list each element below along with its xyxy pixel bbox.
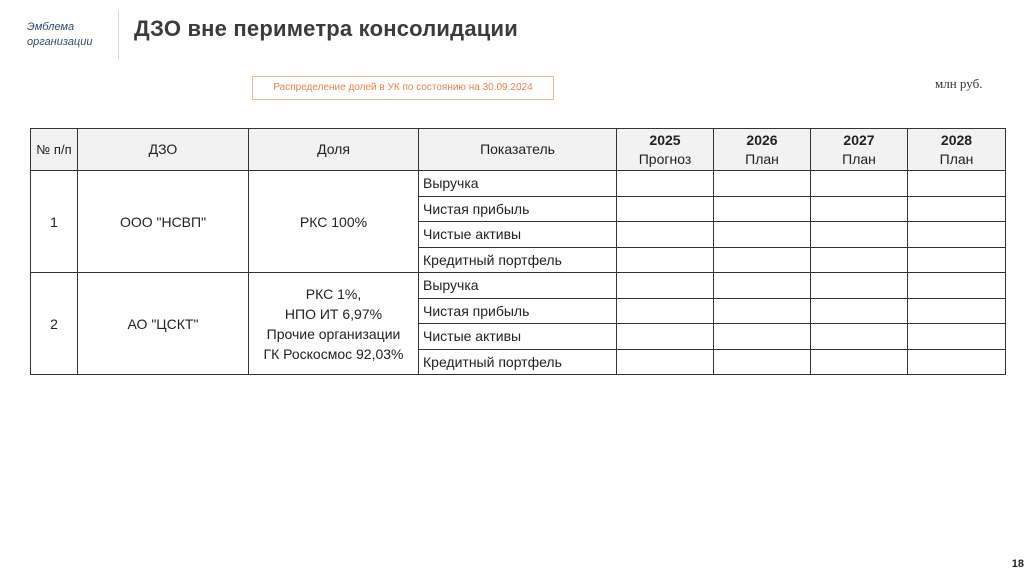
row-dzo: ООО "НСВП" — [78, 171, 249, 273]
value-cell — [908, 349, 1006, 375]
value-cell — [617, 171, 714, 197]
units-label: млн руб. — [935, 76, 983, 91]
header-dzo: ДЗО — [78, 129, 249, 171]
value-cell — [908, 298, 1006, 324]
row-share — [249, 273, 419, 375]
value-cell — [811, 324, 908, 350]
value-cell — [811, 171, 908, 197]
indicator-net-assets: Чистые активы — [419, 222, 617, 248]
indicator-loan-portfolio: Кредитный портфель — [419, 349, 617, 375]
indicator-revenue: Выручка — [419, 273, 617, 299]
indicator-net-profit: Чистая прибыль — [419, 196, 617, 222]
value-cell — [811, 222, 908, 248]
row-num: 1 — [31, 171, 78, 273]
indicator-net-assets: Чистые активы — [419, 324, 617, 350]
value-cell — [908, 273, 1006, 299]
value-cell — [908, 222, 1006, 248]
value-cell — [617, 273, 714, 299]
header-divider — [118, 10, 119, 60]
value-cell — [811, 349, 908, 375]
value-cell — [714, 324, 811, 350]
row-share: РКС 100% — [249, 171, 419, 273]
header-indicator: Показатель — [419, 129, 617, 171]
value-cell — [617, 324, 714, 350]
row-num: 2 — [31, 273, 78, 375]
value-cell — [617, 196, 714, 222]
value-cell — [811, 247, 908, 273]
table-row — [31, 171, 1006, 197]
value-cell — [908, 247, 1006, 273]
indicator-revenue: Выручка — [419, 171, 617, 197]
value-cell — [714, 196, 811, 222]
organization-logo-placeholder: Эмблема организации — [27, 21, 93, 48]
value-cell — [908, 196, 1006, 222]
value-cell — [714, 247, 811, 273]
subsidiaries-table — [30, 128, 1006, 375]
indicator-loan-portfolio: Кредитный портфель — [419, 247, 617, 273]
value-cell — [811, 298, 908, 324]
row-dzo: АО "ЦСКТ" — [78, 273, 249, 375]
share-distribution-note: Распределение долей в УК по состоянию на 30.09.2024 — [252, 76, 554, 100]
header-share: Доля — [249, 129, 419, 171]
value-cell — [617, 247, 714, 273]
value-cell — [714, 222, 811, 248]
value-cell — [617, 298, 714, 324]
value-cell — [908, 324, 1006, 350]
table-row — [31, 273, 1006, 299]
value-cell — [714, 171, 811, 197]
value-cell — [617, 222, 714, 248]
value-cell — [714, 298, 811, 324]
value-cell — [908, 171, 1006, 197]
header-year-2028: 2028 План — [908, 129, 1006, 171]
page-number: 18 — [1011, 558, 1024, 570]
value-cell — [811, 196, 908, 222]
header-year-2026: 2026 План — [714, 129, 811, 171]
value-cell — [714, 273, 811, 299]
header-year-2025: 2025 Прогноз — [617, 129, 714, 171]
value-cell — [617, 349, 714, 375]
header-year-2027: 2027 План — [811, 129, 908, 171]
page-title: ДЗО вне периметра консолидации — [134, 16, 518, 41]
share-line: ГК Роскосмос 92,03% — [263, 345, 404, 362]
header-num: № п/п — [31, 129, 78, 171]
share-line: Прочие организации — [266, 325, 401, 342]
indicator-net-profit: Чистая прибыль — [419, 298, 617, 324]
table-header-row — [31, 129, 1006, 171]
value-cell — [811, 273, 908, 299]
value-cell — [714, 349, 811, 375]
share-line: РКС 1%, — [305, 285, 362, 302]
share-line: НПО ИТ 6,97% — [284, 305, 383, 322]
